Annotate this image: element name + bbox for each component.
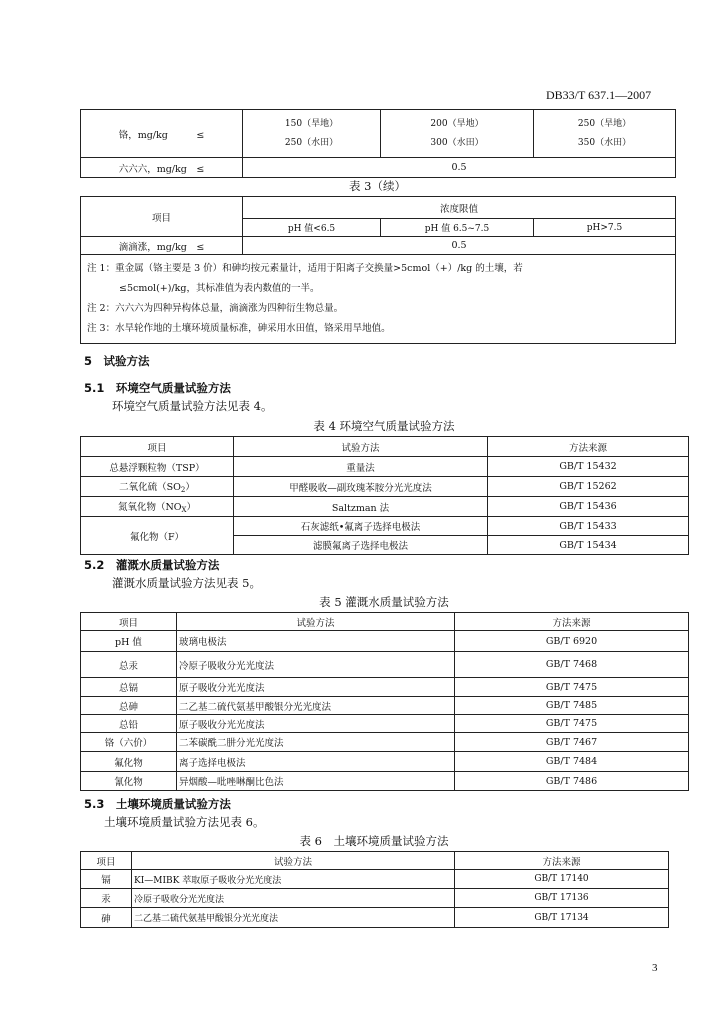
table-row [81, 631, 689, 652]
table-row [81, 457, 689, 477]
table-row [81, 517, 689, 536]
t5-item: 氟化物 [81, 752, 177, 772]
section-5-1-heading: 5.1 环境空气质量试验方法 [84, 381, 231, 395]
table-row [81, 437, 689, 457]
t5-method: 玻璃电极法 [177, 631, 455, 652]
t5-header-source: 方法来源 [455, 613, 689, 631]
t4-item: 总悬浮颗粒物（TSP） [81, 457, 234, 477]
table-row [81, 237, 676, 255]
table-row [81, 752, 689, 772]
t4-item: 氟化物（F） [81, 517, 234, 555]
t4-header-source: 方法来源 [488, 437, 689, 457]
bhc-value: 0.5 [243, 158, 676, 178]
t6-source: GB/T 17134 [455, 908, 669, 928]
t5-method: 原子吸收分光光度法 [177, 678, 455, 697]
t6-source: GB/T 17140 [455, 870, 669, 889]
note-1-line-1: 注 1：重金属（铬主要是 3 价）和砷均按元素量计，适用于阳离子交换量>5cmol（+）/kg 的土壤，若 [87, 263, 523, 274]
t6-header-item: 项目 [81, 852, 132, 870]
table-row [81, 852, 669, 870]
table-row [81, 613, 689, 631]
t4-header-item: 项目 [81, 437, 234, 457]
document-id: DB33/T 637.1—2007 [546, 88, 652, 102]
table3-notes [81, 255, 676, 344]
t4-header-method: 试验方法 [234, 437, 488, 457]
table4 [80, 436, 689, 555]
section-5-3-heading: 5.3 土壤环境质量试验方法 [84, 797, 231, 811]
t6-item: 镉 [81, 870, 132, 889]
table-row [81, 158, 676, 178]
t4-method: 甲醛吸收—副玫瑰苯胺分光光度法 [234, 477, 488, 497]
t5-header-item: 项目 [81, 613, 177, 631]
t5-method: 异烟酸—吡唑啉酮比色法 [177, 772, 455, 791]
t5-method: 二苯碳酰二肼分光光度法 [177, 733, 455, 752]
t5-item: 铬（六价） [81, 733, 177, 752]
section-5-2-heading: 5.2 灌溉水质量试验方法 [84, 558, 220, 572]
ph-high-header: pH>7.5 [534, 219, 676, 237]
table-row [81, 697, 689, 715]
table3-cont-caption: 表 3（续） [349, 179, 406, 193]
t5-method: 冷原子吸收分光光度法 [177, 652, 455, 678]
t5-header-method: 试验方法 [177, 613, 455, 631]
t5-item: 总砷 [81, 697, 177, 715]
t4-method: 重量法 [234, 457, 488, 477]
t5-source: GB/T 7468 [455, 652, 689, 678]
t5-source: GB/T 6920 [455, 631, 689, 652]
t5-source: GB/T 7486 [455, 772, 689, 791]
ddt-label: 滴滴涨，mg/kg ≤ [81, 237, 243, 255]
t6-source: GB/T 17136 [455, 889, 669, 908]
t4-method: Saltzman 法 [234, 497, 488, 517]
t5-method: 原子吸收分光光度法 [177, 715, 455, 733]
t5-method: 二乙基二硫代氨基甲酸银分光光度法 [177, 697, 455, 715]
ddt-value: 0.5 [243, 237, 676, 255]
t4-method: 石灰滤纸•氟离子选择电极法 [234, 517, 488, 536]
table5 [80, 612, 689, 791]
chromium-value-3: 250（旱地） 350（水田） [534, 110, 676, 158]
table-row [81, 255, 676, 344]
table6 [80, 851, 669, 928]
section-5-3-text: 土壤环境质量试验方法见表 6。 [104, 815, 265, 829]
table3-top [80, 109, 676, 178]
t4-source: GB/T 15262 [488, 477, 689, 497]
t4-method: 滤膜氟离子选择电极法 [234, 536, 488, 555]
table-row [81, 678, 689, 697]
section-5-1-text: 环境空气质量试验方法见表 4。 [112, 399, 273, 413]
t5-source: GB/T 7467 [455, 733, 689, 752]
table-row [81, 197, 676, 219]
t5-method: 离子选择电极法 [177, 752, 455, 772]
t4-source: GB/T 15432 [488, 457, 689, 477]
table-row [81, 477, 689, 497]
section-5-2-text: 灌溉水质量试验方法见表 5。 [112, 576, 261, 590]
t5-item: 氰化物 [81, 772, 177, 791]
table-row [81, 889, 669, 908]
t5-source: GB/T 7484 [455, 752, 689, 772]
t5-item: 总汞 [81, 652, 177, 678]
t6-method: 二乙基二硫代氨基甲酸银分光光度法 [132, 908, 455, 928]
t5-item: pH 值 [81, 631, 177, 652]
t6-header-method: 试验方法 [132, 852, 455, 870]
t6-method: 冷原子吸收分光光度法 [132, 889, 455, 908]
table-row [81, 733, 689, 752]
table-row [81, 908, 669, 928]
table-row [81, 715, 689, 733]
t5-item: 总铅 [81, 715, 177, 733]
ph-low-header: pH 值<6.5 [243, 219, 381, 237]
table-row [81, 772, 689, 791]
t6-item: 砷 [81, 908, 132, 928]
ph-mid-header: pH 值 6.5~7.5 [381, 219, 534, 237]
page-number: 3 [652, 962, 658, 974]
table6-caption: 表 6 土壤环境质量试验方法 [299, 834, 449, 848]
table-row [81, 870, 669, 889]
chromium-value-1: 150（旱地） 250（水田） [243, 110, 381, 158]
table-row [81, 110, 676, 158]
table5-caption: 表 5 灌溉水质量试验方法 [319, 595, 449, 609]
table-row [81, 497, 689, 517]
chromium-value-2: 200（旱地） 300（水田） [381, 110, 534, 158]
table3-cont [80, 196, 676, 344]
table4-caption: 表 4 环境空气质量试验方法 [313, 419, 455, 433]
t4-item: 二氧化硫$(SO_2)$ [81, 477, 234, 497]
note-1-line-2: ≤5cmol(+)/kg，其标准值为表内数值的一半。 [119, 283, 320, 294]
bhc-label: 六六六，mg/kg ≤ [81, 158, 243, 178]
t4-source: GB/T 15433 [488, 517, 689, 536]
t5-source: GB/T 7475 [455, 678, 689, 697]
t6-item: 汞 [81, 889, 132, 908]
t5-item: 总镉 [81, 678, 177, 697]
t4-source: GB/T 15436 [488, 497, 689, 517]
col-limit-header: 浓度限值 [243, 197, 676, 219]
chromium-label: 铬，mg/kg ≤ [81, 110, 243, 158]
t5-source: GB/T 7475 [455, 715, 689, 733]
t4-source: GB/T 15434 [488, 536, 689, 555]
note-2: 注 2：六六六为四种异构体总量，滴滴涨为四种衍生物总量。 [87, 303, 344, 314]
col-item-header: 项目 [81, 197, 243, 237]
note-3: 注 3：水旱轮作地的土壤环境质量标准，砷采用水田值，铬采用旱地值。 [87, 323, 391, 334]
section-5-heading: 5 试验方法 [84, 354, 150, 368]
t4-item: 氮氧化物$(NO_X)$ [81, 497, 234, 517]
t6-header-source: 方法来源 [455, 852, 669, 870]
t6-method: KI—MIBK 萃取原子吸收分光光度法 [132, 870, 455, 889]
table-row [81, 652, 689, 678]
t5-source: GB/T 7485 [455, 697, 689, 715]
